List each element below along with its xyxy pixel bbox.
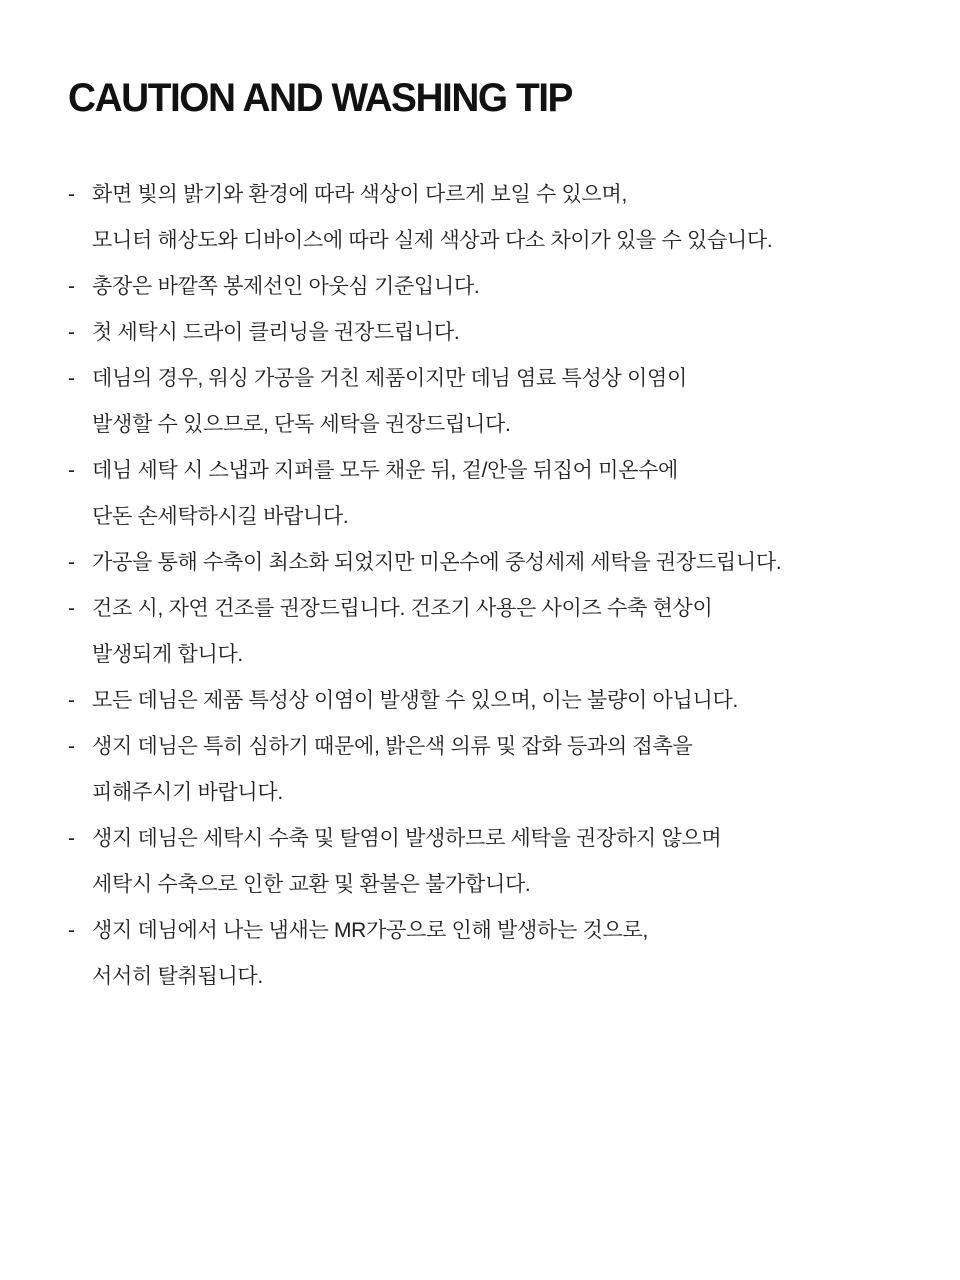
text-line: 피해주시기 바랍니다. xyxy=(92,781,283,804)
text-line: 화면 빛의 밝기와 환경에 따라 색상이 다르게 보일 수 있으며, xyxy=(92,183,628,206)
text-line: 발생할 수 있으므로, 단독 세탁을 권장드립니다. xyxy=(92,413,511,436)
text-line: 데님의 경우, 워싱 가공을 거친 제품이지만 데님 염료 특성상 이염이 xyxy=(92,367,687,390)
text-line: 발생되게 합니다. xyxy=(92,643,243,666)
text-line: 가공을 통해 수축이 최소화 되었지만 미온수에 중성세제 세탁을 권장드립니다. xyxy=(92,551,782,574)
text-line: 생지 데님은 세탁시 수축 및 탈염이 발생하므로 세탁을 권장하지 않으며 xyxy=(92,827,722,850)
list-item xyxy=(68,816,914,908)
text-line: 첫 세탁시 드라이 클리닝을 권장드립니다. xyxy=(92,321,460,344)
dash-bullet: - xyxy=(68,551,75,574)
dash-bullet: - xyxy=(68,919,75,942)
list-item xyxy=(68,724,914,816)
text-line: 생지 데님에서 나는 냄새는 MR가공으로 인해 발생하는 것으로, xyxy=(92,919,648,942)
dash-bullet: - xyxy=(68,367,75,390)
text-line: 단돈 손세탁하시길 바랍니다. xyxy=(92,505,349,528)
dash-bullet: - xyxy=(68,689,75,712)
list-item-text xyxy=(92,264,914,310)
list-item-text xyxy=(92,816,914,908)
dash-bullet: - xyxy=(68,459,75,482)
dash-bullet: - xyxy=(68,735,75,758)
dash-bullet: - xyxy=(68,183,75,206)
text-line: 모니터 해상도와 디바이스에 따라 실제 색상과 다소 차이가 있을 수 있습니다. xyxy=(92,229,773,252)
dash-bullet: - xyxy=(68,597,75,620)
text-line: 세탁시 수축으로 인한 교환 및 환불은 불가합니다. xyxy=(92,873,531,896)
page-title: CAUTION AND WASHING TIP xyxy=(68,76,572,120)
list-item xyxy=(68,540,914,586)
dash-bullet: - xyxy=(68,827,75,850)
list-item-text xyxy=(92,724,914,816)
list-item xyxy=(68,172,914,264)
caution-list xyxy=(68,172,914,1000)
list-item-text xyxy=(92,172,914,264)
list-item xyxy=(68,448,914,540)
text-line: 건조 시, 자연 건조를 권장드립니다. 건조기 사용은 사이즈 수축 현상이 xyxy=(92,597,713,620)
list-item-text xyxy=(92,448,914,540)
list-item-text xyxy=(92,540,914,586)
list-item xyxy=(68,356,914,448)
text-line: 총장은 바깥쪽 봉제선인 아웃심 기준입니다. xyxy=(92,275,480,298)
list-item-text xyxy=(92,678,914,724)
text-line: 생지 데님은 특히 심하기 때문에, 밝은색 의류 및 잡화 등과의 접촉을 xyxy=(92,735,693,758)
list-item-text xyxy=(92,310,914,356)
list-item-text xyxy=(92,356,914,448)
list-item xyxy=(68,310,914,356)
list-item xyxy=(68,264,914,310)
list-item xyxy=(68,678,914,724)
list-item-text xyxy=(92,586,914,678)
dash-bullet: - xyxy=(68,275,75,298)
text-line: 모든 데님은 제품 특성상 이염이 발생할 수 있으며, 이는 불량이 아닙니다. xyxy=(92,689,739,712)
list-item xyxy=(68,586,914,678)
text-line: 데님 세탁 시 스냅과 지퍼를 모두 채운 뒤, 겉/안을 뒤집어 미온수에 xyxy=(92,459,679,482)
list-item xyxy=(68,908,914,1000)
text-line: 서서히 탈취됩니다. xyxy=(92,965,263,988)
dash-bullet: - xyxy=(68,321,75,344)
list-item-text xyxy=(92,908,914,1000)
